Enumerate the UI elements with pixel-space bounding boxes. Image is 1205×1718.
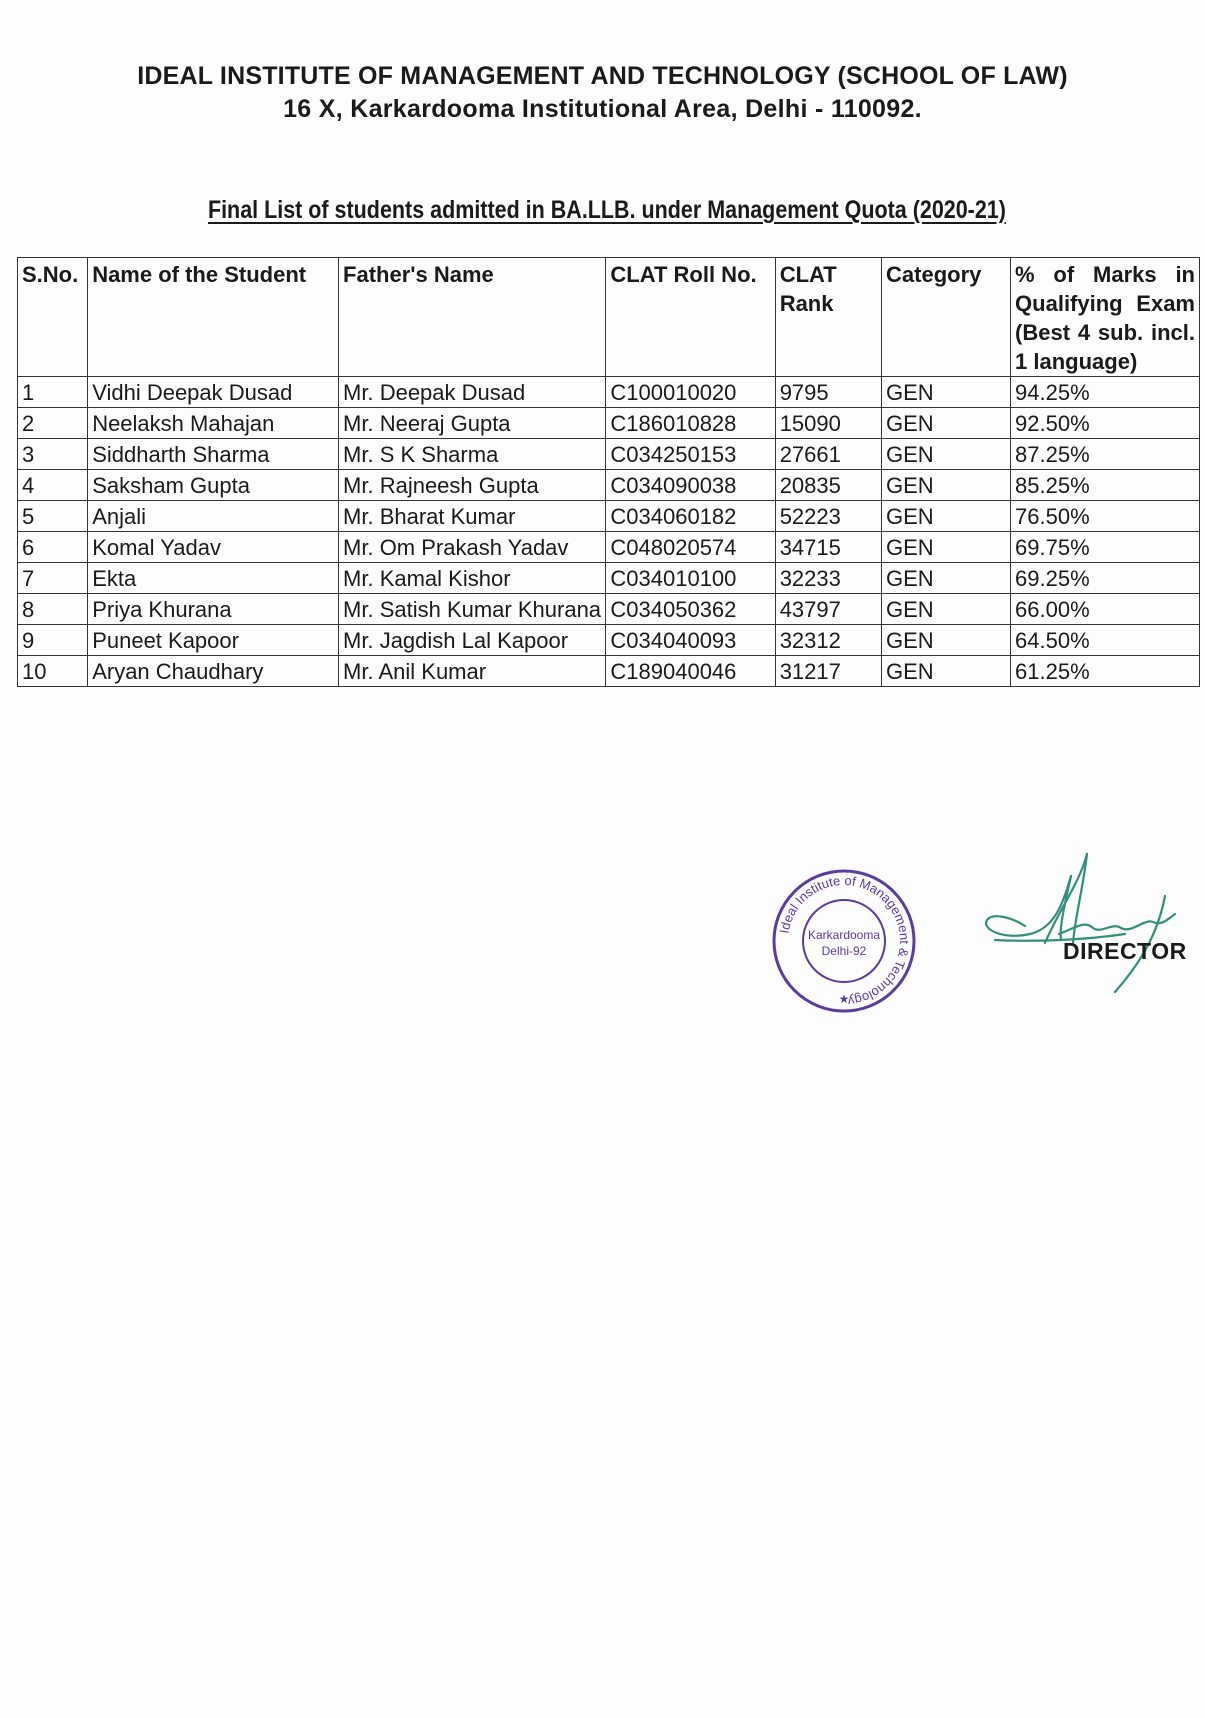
table-row [18,594,1200,625]
cell-sno: 4 [18,470,88,501]
institute-address: 16 X, Karkardooma Institutional Area, Delhi - 110092. [283,95,922,123]
director-label: DIRECTOR [1063,938,1187,964]
cell-marks: 92.50% [1011,408,1200,439]
cell-marks: 61.25% [1011,656,1200,687]
cell-name: Aryan Chaudhary [88,656,339,687]
cell-marks: 76.50% [1011,501,1200,532]
table-row [18,625,1200,656]
cell-sno: 2 [18,408,88,439]
cell-father: Mr. Rajneesh Gupta [339,470,606,501]
institute-stamp [769,866,919,1016]
cell-father: Mr. Deepak Dusad [339,377,606,408]
cell-name: Ekta [88,563,339,594]
cell-roll: C034060182 [606,501,775,532]
cell-category: GEN [882,656,1011,687]
cell-category: GEN [882,594,1011,625]
document-header [0,62,1205,124]
table-header-row [18,258,1200,377]
cell-marks: 66.00% [1011,594,1200,625]
cell-category: GEN [882,532,1011,563]
table-row [18,501,1200,532]
cell-rank: 27661 [775,439,881,470]
list-title-wrap [0,196,1205,225]
director-signature [975,848,1187,998]
cell-father: Mr. Jagdish Lal Kapoor [339,625,606,656]
cell-father: Mr. Bharat Kumar [339,501,606,532]
cell-sno: 3 [18,439,88,470]
cell-marks: 87.25% [1011,439,1200,470]
institute-name: IDEAL INSTITUTE OF MANAGEMENT AND TECHNOLOGY (SCHOOL OF LAW) [137,62,1068,90]
cell-name: Priya Khurana [88,594,339,625]
cell-roll: C034050362 [606,594,775,625]
cell-category: GEN [882,408,1011,439]
cell-category: GEN [882,563,1011,594]
stamp-center-line1: Karkardooma [807,928,881,942]
cell-marks: 94.25% [1011,377,1200,408]
cell-sno: 1 [18,377,88,408]
cell-rank: 20835 [775,470,881,501]
cell-rank: 9795 [775,377,881,408]
cell-name: Siddharth Sharma [88,439,339,470]
cell-marks: 69.25% [1011,563,1200,594]
cell-sno: 10 [18,656,88,687]
table-row [18,470,1200,501]
cell-father: Mr. Om Prakash Yadav [339,532,606,563]
cell-name: Saksham Gupta [88,470,339,501]
cell-father: Mr. Satish Kumar Khurana [339,594,606,625]
header-marks: % of Marks in Qualifying Exam (Best 4 sub. incl. 1 language) [1011,258,1200,377]
header-name: Name of the Student [88,258,339,377]
cell-marks: 85.25% [1011,470,1200,501]
cell-marks: 69.75% [1011,532,1200,563]
header-sno: S.No. [18,258,88,377]
cell-roll: C100010020 [606,377,775,408]
stamp-star-icon: ★ [838,992,850,1006]
cell-roll: C034250153 [606,439,775,470]
table-body [18,377,1200,687]
cell-rank: 32312 [775,625,881,656]
cell-name: Neelaksh Mahajan [88,408,339,439]
cell-sno: 5 [18,501,88,532]
cell-name: Komal Yadav [88,532,339,563]
stamp-ring-text: Ideal Institute of Management & Technology [776,872,913,1009]
cell-sno: 7 [18,563,88,594]
cell-roll: C048020574 [606,532,775,563]
cell-father: Mr. Anil Kumar [339,656,606,687]
cell-rank: 31217 [775,656,881,687]
cell-rank: 34715 [775,532,881,563]
header-category: Category [882,258,1011,377]
table-row [18,439,1200,470]
cell-rank: 32233 [775,563,881,594]
cell-rank: 15090 [775,408,881,439]
header-father: Father's Name [339,258,606,377]
list-title: Final List of students admitted in BA.LLB. under Management Quota (2020-21) [207,196,1006,224]
stamp-center-line2: Delhi-92 [821,944,867,958]
cell-roll: C186010828 [606,408,775,439]
students-table [17,257,1200,687]
cell-father: Mr. Neeraj Gupta [339,408,606,439]
cell-category: GEN [882,501,1011,532]
cell-name: Puneet Kapoor [88,625,339,656]
cell-category: GEN [882,439,1011,470]
cell-sno: 8 [18,594,88,625]
cell-name: Vidhi Deepak Dusad [88,377,339,408]
table-row [18,377,1200,408]
cell-roll: C034090038 [606,470,775,501]
table-row [18,563,1200,594]
table-row [18,532,1200,563]
cell-rank: 52223 [775,501,881,532]
table-row [18,408,1200,439]
cell-rank: 43797 [775,594,881,625]
header-clat-roll: CLAT Roll No. [606,258,775,377]
table-row [18,656,1200,687]
cell-category: GEN [882,377,1011,408]
cell-sno: 9 [18,625,88,656]
cell-roll: C189040046 [606,656,775,687]
cell-father: Mr. S K Sharma [339,439,606,470]
cell-marks: 64.50% [1011,625,1200,656]
header-clat-rank: CLAT Rank [775,258,881,377]
cell-name: Anjali [88,501,339,532]
cell-category: GEN [882,625,1011,656]
cell-sno: 6 [18,532,88,563]
cell-category: GEN [882,470,1011,501]
cell-roll: C034010100 [606,563,775,594]
cell-father: Mr. Kamal Kishor [339,563,606,594]
cell-roll: C034040093 [606,625,775,656]
